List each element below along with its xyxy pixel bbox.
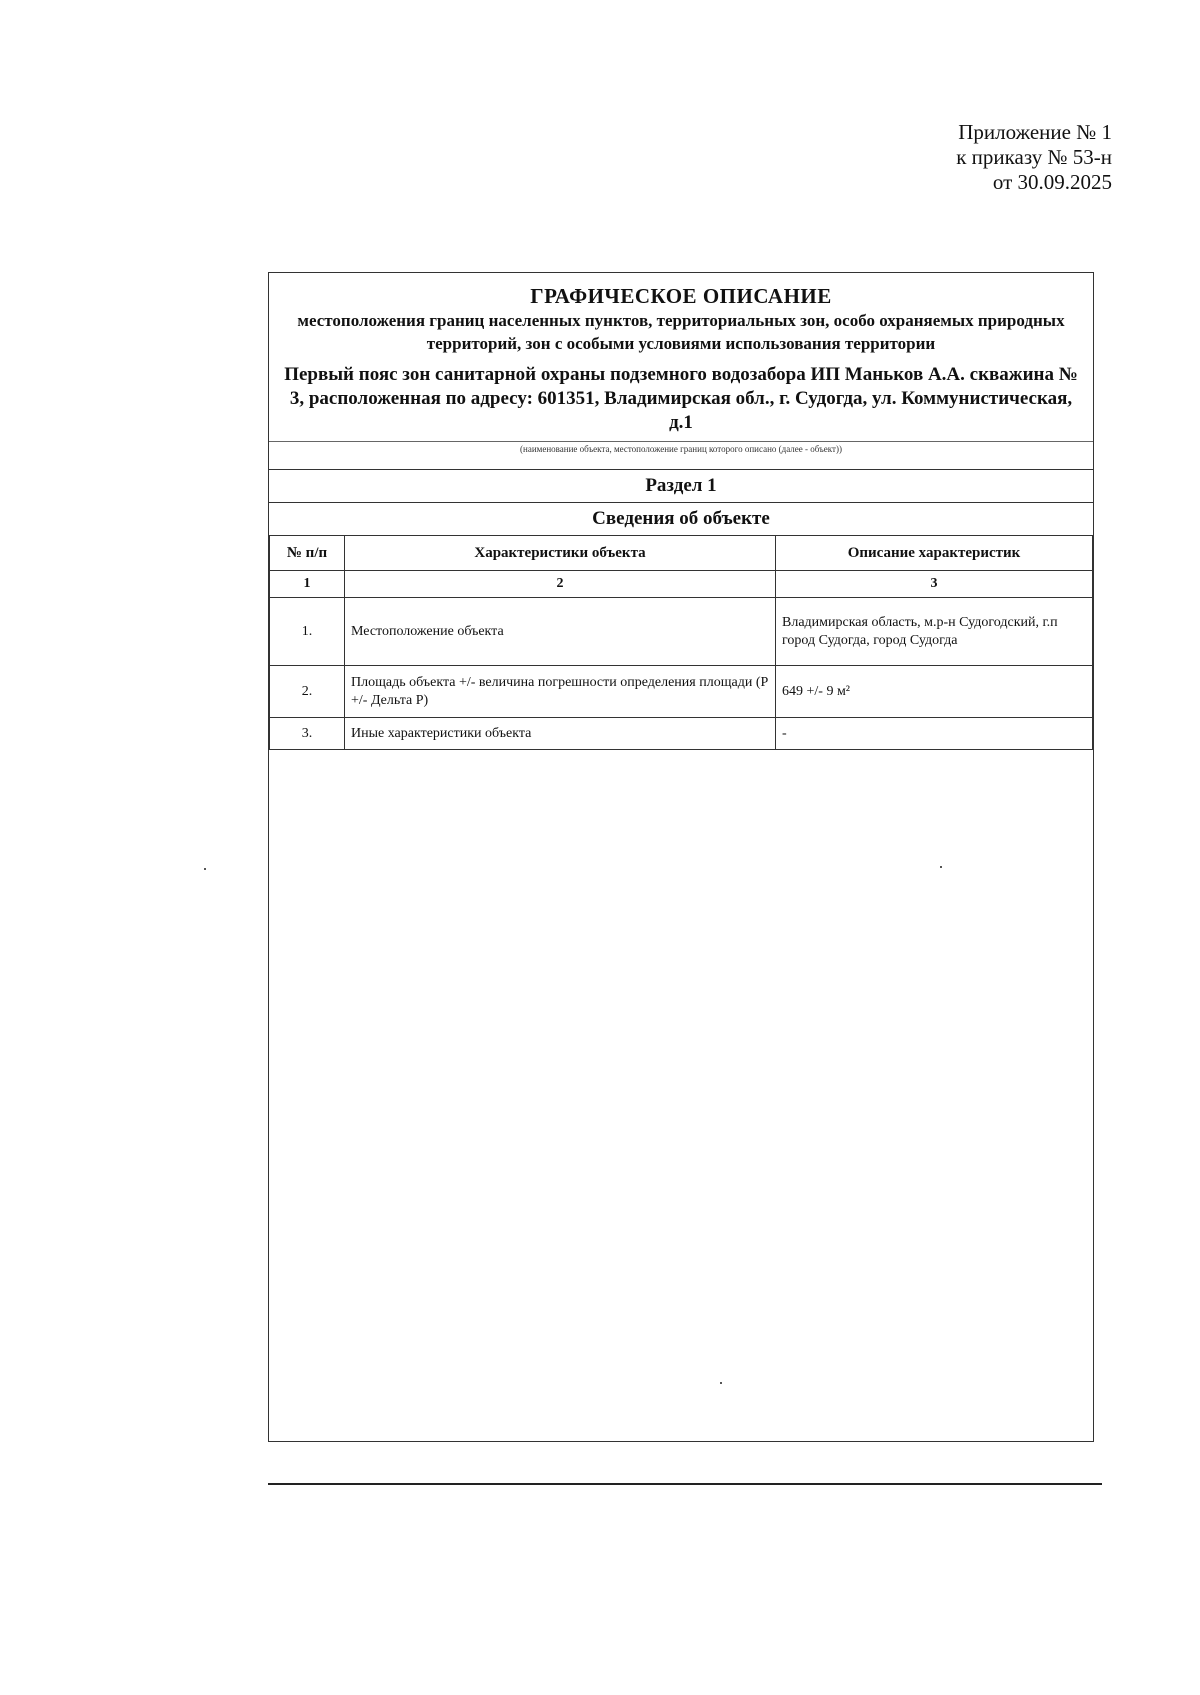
document-frame [268,272,1094,1442]
row-description: Владимирская область, м.р-н Судогодский, г.п город Судогда, город Судогда [776,598,1093,666]
appendix-reference [956,120,1112,195]
object-info-table [269,535,1093,750]
row-number: 1. [270,598,345,666]
column-number-cell: 2 [345,571,776,598]
column-number-cell: 3 [776,571,1093,598]
header-cell-characteristic: Характеристики объекта [345,536,776,571]
row-characteristic: Иные характеристики объекта [345,718,776,750]
row-description: 649 +/- 9 м² [776,666,1093,718]
header-cell-number: № п/п [270,536,345,571]
bottom-rule [268,1483,1102,1485]
table-header-row [270,536,1093,571]
appendix-number: Приложение № 1 [958,120,1112,144]
column-number-cell: 1 [270,571,345,598]
row-description: - [776,718,1093,750]
section-subtitle: Сведения об объекте [269,502,1093,535]
title-block [269,273,1093,455]
row-characteristic: Площадь объекта +/- величина погрешности определения площади (Р +/- Дельта Р) [345,666,776,718]
table-row [270,718,1093,750]
section-title: Раздел 1 [269,469,1093,502]
document-title: ГРАФИЧЕСКОЕ ОПИСАНИЕ [530,284,832,308]
document-subtitle: местоположения границ населенных пунктов, территориальных зон, особо охраняемых природных территорий, зон с особыми условиями использования территории [297,311,1065,353]
order-date: от 30.09.2025 [992,170,1112,194]
order-reference: к приказу № 53-н [956,145,1112,169]
table-row [270,598,1093,666]
table-column-numbers-row [270,571,1093,598]
object-name: Первый пояс зон санитарной охраны подземного водозабора ИП Маньков А.А. скважина № 3, расположенная по адресу: 601351, Владимирская обл., г. Судогда, ул. Коммунистическая, д.1 [284,364,1078,433]
object-caption: (наименование объекта, местоположение границ которого описано (далее - объект)) [269,441,1093,455]
table-row [270,666,1093,718]
header-cell-description: Описание характеристик [776,536,1093,571]
scan-speck [204,868,206,870]
scan-speck [720,1382,722,1384]
scan-speck [940,866,942,868]
row-number: 2. [270,666,345,718]
row-characteristic: Местоположение объекта [345,598,776,666]
row-number: 3. [270,718,345,750]
